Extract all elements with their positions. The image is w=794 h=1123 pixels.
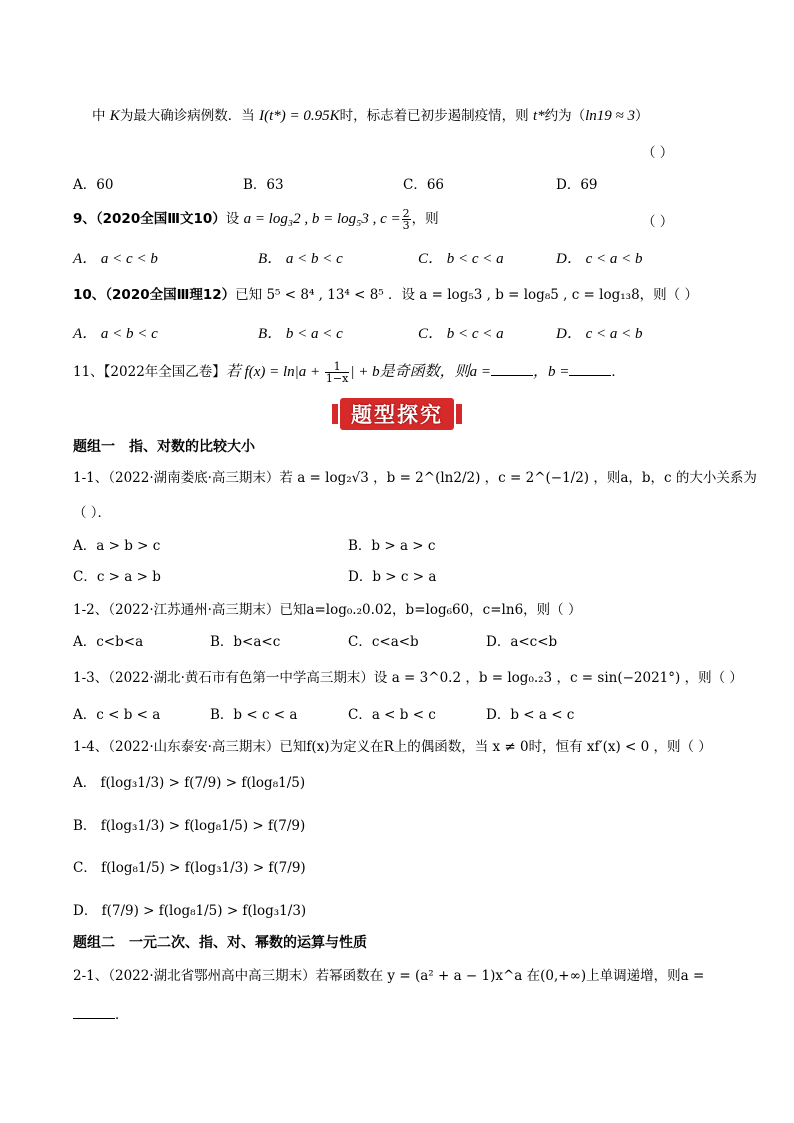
- q9-option-c[interactable]: C． b < c < a: [418, 251, 504, 267]
- g1-p2-option-d[interactable]: D．a<c<b: [486, 634, 558, 650]
- g1-p4-option-a[interactable]: A． f(log₃1/3) > f(7/9) > f(log₈1/5): [73, 775, 306, 791]
- q11-fraction: [325, 361, 349, 384]
- q9-frac-den: 3: [402, 219, 410, 232]
- q8-option-b[interactable]: B．63: [243, 177, 284, 193]
- group2-heading: 题组二 一元二次、指、对、幂数的运算与性质: [73, 935, 367, 951]
- g1-p1-paren: （ ）．: [73, 505, 112, 521]
- g1-p2-stem: 1-2、（2022·江苏通州·高三期末）已知a=log₀.₂0.02，b=log₆60，c=ln6，则（ ）: [73, 602, 582, 618]
- q9-label: 9、（2020全国Ⅲ文10）: [73, 211, 226, 227]
- q8-stem: [92, 106, 649, 126]
- q8-paren: （ ）: [642, 145, 674, 161]
- g1-p4-stem: 1-4、（2022·山东泰安·高三期末）已知f(x)为定义在R上的偶函数，当 x ≠ 0时，恒有 xf′(x) < 0 ，则（ ）: [73, 739, 712, 755]
- q10-stem: [73, 285, 698, 305]
- g1-p1-option-b[interactable]: B．b > a > c: [348, 538, 436, 554]
- q9-expr: a = log₃2 , b = log₅3 , c =: [243, 211, 401, 227]
- q9-option-a[interactable]: A． a < c < b: [73, 251, 158, 267]
- g2-p1-blank[interactable]: [73, 1004, 115, 1019]
- g1-p3-option-c[interactable]: C．a < b < c: [348, 707, 436, 723]
- q9-paren: （ ）: [642, 214, 674, 230]
- g1-p1-stem: 1-1、（2022·湖南娄底·高三期末）若 a = log₂√3 ，b = 2^(ln2/2) ，c = 2^(−1/2) ，则a，b，c 的大小关系为: [73, 470, 757, 486]
- q10-option-c[interactable]: C． b < c < a: [418, 326, 504, 342]
- q8-option-c[interactable]: C．66: [403, 177, 445, 193]
- g1-p4-option-c[interactable]: C． f(log₈1/5) > f(log₃1/3) > f(7/9): [73, 860, 306, 876]
- g1-p4-option-d[interactable]: D． f(7/9) > f(log₈1/5) > f(log₃1/3): [73, 903, 307, 919]
- g2-p1-stem: 2-1、（2022·湖北省鄂州高中高三期末）若幂函数在 y = (a² + a − 1)x^a 在(0,+∞)上单调递增，则a =: [73, 968, 705, 984]
- section-banner-text: 题型探究: [351, 403, 443, 427]
- q8-condition: I(t*) = 0.95K: [259, 108, 340, 124]
- q8-option-d[interactable]: D．69: [556, 177, 598, 193]
- g1-p2-option-b[interactable]: B．b<a<c: [210, 634, 281, 650]
- q9-frac-num: 2: [402, 207, 410, 220]
- q11-blank-a[interactable]: [491, 361, 533, 376]
- g1-p2-option-a[interactable]: A．c<b<a: [73, 634, 144, 650]
- q9-stem-a: 设: [225, 211, 244, 227]
- q11-frac-den: 1−x: [325, 372, 349, 385]
- q11-stem: [73, 361, 625, 384]
- q10-text: 已知 5⁵ < 8⁴ , 13⁴ < 8⁵ ．设 a = log₅3 , b = log₈5 , c = log₁₃8，则（ ）: [235, 287, 698, 303]
- g1-p2-option-c[interactable]: C．c<a<b: [348, 634, 419, 650]
- q11-label: 11、【2022年全国乙卷】: [73, 364, 226, 380]
- g1-p1-option-a[interactable]: A．a > b > c: [73, 538, 161, 554]
- group1-heading: 题组一 指、对数的比较大小: [73, 439, 255, 455]
- g1-p1-option-c[interactable]: C．c > a > b: [73, 569, 161, 585]
- g2-p1-answer: [73, 1004, 129, 1025]
- g1-p3-option-b[interactable]: B．b < c < a: [210, 707, 298, 723]
- section-banner: [340, 398, 454, 430]
- q8-text-d: 约为（: [544, 108, 586, 124]
- g1-p3-option-a[interactable]: A．c < b < a: [73, 707, 161, 723]
- q11-blank-b[interactable]: [569, 361, 611, 376]
- q10-option-b[interactable]: B． b < a < c: [258, 326, 343, 342]
- g1-p4-option-b[interactable]: B． f(log₃1/3) > f(log₈1/5) > f(7/9): [73, 818, 306, 834]
- q8-text-a: 中: [92, 108, 110, 124]
- q10-option-a[interactable]: A． a < b < c: [73, 326, 158, 342]
- g1-p1-option-d[interactable]: D．b > c > a: [348, 569, 437, 585]
- q9-option-b[interactable]: B． a < b < c: [258, 251, 343, 267]
- q8-text-b: 为最大确诊病例数．当: [119, 108, 260, 124]
- q11-stem-b: | + b是奇函数，则a =: [350, 364, 491, 380]
- q11-stem-a: 若 f(x) = ln|a +: [225, 364, 324, 380]
- q8-var-t: t*: [532, 108, 545, 124]
- q8-option-a[interactable]: A．60: [73, 177, 114, 193]
- q8-hint: ln19 ≈ 3: [585, 108, 636, 124]
- q9-fraction: [402, 208, 411, 231]
- q11-stem-d: ．: [611, 364, 625, 380]
- q10-label: 10、（2020全国Ⅲ理12）: [73, 287, 236, 303]
- q8-text-e: ）: [635, 108, 649, 124]
- q10-option-d[interactable]: D． c < a < b: [556, 326, 643, 342]
- q9-option-d[interactable]: D． c < a < b: [556, 251, 643, 267]
- g1-p3-option-d[interactable]: D．b < a < c: [486, 707, 575, 723]
- q11-stem-c: ，b =: [532, 364, 570, 380]
- q11-frac-num: 1: [325, 361, 349, 373]
- g1-p3-stem: 1-3、（2022·湖北·黄石市有色第一中学高三期末）设 a = 3^0.2 ，b = log₀.₂3 ，c = sin(−2021°) ，则（ ）: [73, 670, 743, 686]
- q9-stem: [73, 208, 439, 231]
- q9-stem-b: ，则: [411, 211, 439, 227]
- g2-p1-tail: ．: [115, 1007, 129, 1023]
- q8-var-k: K: [109, 108, 120, 124]
- q8-text-c: 时，标志着已初步遏制疫情，则: [339, 108, 533, 124]
